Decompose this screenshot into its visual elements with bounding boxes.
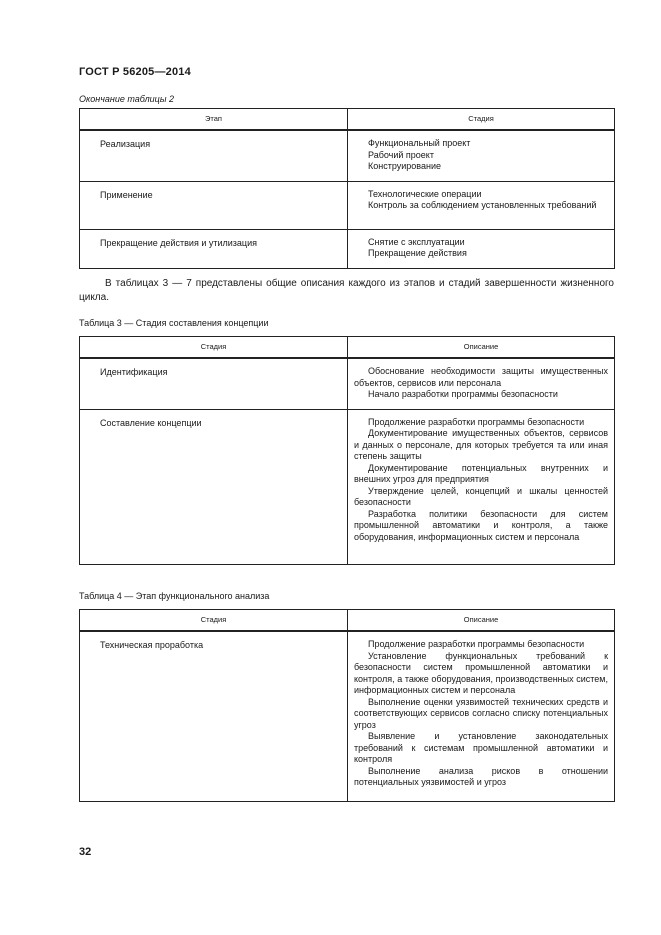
table-cell-stage: Составление концепции <box>100 417 202 428</box>
table2-header-substage: Стадия <box>348 109 615 131</box>
list-item: Конструирование <box>368 161 441 171</box>
table-row <box>80 631 615 801</box>
list-item: Прекращение действия <box>368 248 467 258</box>
page-number: 32 <box>79 846 92 858</box>
list-item: Документирование имущественных объектов, сервисов и данных о персонале, для которых требуется та или иная степень защиты <box>354 428 608 461</box>
list-item: Утверждение целей, концепций и шкалы ценностей безопасности <box>354 485 608 507</box>
table3-caption: Таблица 3 — Стадия составления концепции <box>79 318 269 328</box>
table2 <box>79 108 615 269</box>
list-item: Продолжение разработки программы безопасности <box>368 639 585 649</box>
list-item: Начало разработки программы безопасности <box>368 389 558 399</box>
table-row <box>80 409 615 564</box>
table2-caption: Окончание таблицы 2 <box>79 94 174 104</box>
table4-caption: Таблица 4 — Этап функционального анализа <box>79 591 270 601</box>
list-item: Выявление и установление законодательных требований к системам промышленной автоматики и контроля <box>354 731 608 764</box>
list-item: Технологические операции <box>368 188 482 199</box>
table3-header-description: Описание <box>348 337 615 359</box>
document-header: ГОСТ Р 56205—2014 <box>79 66 191 78</box>
list-item: Контроль за соблюдением установленных требований <box>368 200 597 210</box>
list-item: Выполнение анализа рисков в отношении потенциальных уязвимостей и угроз <box>354 765 608 787</box>
list-item: Продолжение разработки программы безопасности <box>368 416 585 427</box>
table-cell-stage: Применение <box>100 189 153 200</box>
list-item: Установление функциональных требований к безопасности систем промышленной автоматики и контроля, а также оборудования, производственных систем, информационных систем и персонала <box>354 650 608 695</box>
table2-header-stage: Этап <box>80 109 348 131</box>
list-item: Выполнение оценки уязвимостей технических средств и соответствующих сервисов согласно списку потенциальных угроз <box>354 696 608 730</box>
list-item: Снятие с эксплуатации <box>368 236 465 247</box>
list-item: Обоснование необходимости защиты имущественных объектов, сервисов или персонала <box>354 366 608 388</box>
list-item: Документирование потенциальных внутренних и внешних угроз для предприятия <box>354 462 608 484</box>
table4 <box>79 609 615 802</box>
list-item: Рабочий проект <box>368 149 434 160</box>
body-paragraph: В таблицах 3 — 7 представлены общие описания каждого из этапов и стадий завершенности жизненного цикла. <box>79 278 614 303</box>
list-item: Разработка политики безопасности для систем промышленной автоматики и контроля, а также оборудования, информационных систем и персонала <box>354 508 608 542</box>
table-row <box>80 130 615 181</box>
table-cell-stage: Идентификация <box>100 367 168 377</box>
table-cell-stage: Техническая проработка <box>100 640 204 650</box>
table-cell-stage: Реализация <box>100 139 151 149</box>
table-cell-stage: Прекращение действия и утилизация <box>100 237 257 248</box>
list-item: Функциональный проект <box>368 138 471 148</box>
table4-header-stage: Стадия <box>80 610 348 632</box>
table4-header-description: Описание <box>348 610 615 632</box>
table-row <box>80 181 615 229</box>
table-row <box>80 358 615 409</box>
table-row <box>80 229 615 268</box>
table3 <box>79 336 615 565</box>
table3-header-stage: Стадия <box>80 337 348 359</box>
